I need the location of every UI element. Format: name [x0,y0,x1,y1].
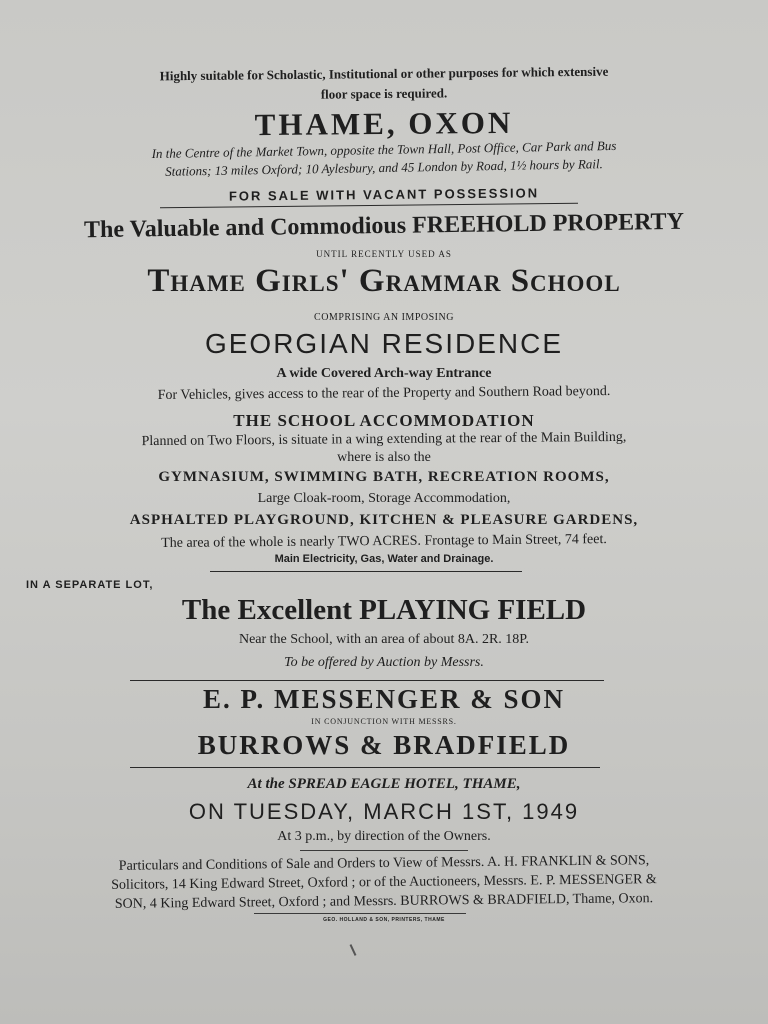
until-recently: UNTIL RECENTLY USED AS [316,249,452,259]
property-headline: The Valuable and Commodious FREEHOLD PROPERTY [83,208,685,244]
divider [210,571,522,572]
sale-time: At 3 p.m., by direction of the Owners. [277,829,491,844]
location-line-1: In the Centre of the Market Town, opposite the Town Hall, Post Office, Car Park and Bus [151,137,617,162]
printer-imprint: GEO. HOLLAND & SON, PRINTERS, THAME [323,917,445,923]
auctioneer-primary: E. P. MESSENGER & SON [202,684,566,714]
divider [300,850,468,851]
site-area: The area of the whole is nearly TWO ACRES. Frontage to Main Street, 74 feet. [161,532,607,551]
pencil-mark [350,944,357,956]
divider [130,767,600,768]
accommodation-heading: THE SCHOOL ACCOMMODATION [233,411,535,430]
divider [254,913,466,914]
particulars-line-3: SON, 4 King Edward Street, Oxford ; and Messrs. BURROWS & BRADFIELD, Thame, Oxon. [114,891,654,912]
for-sale-heading: FOR SALE WITH VACANT POSSESSION [228,185,540,204]
location-line-2: Stations; 13 miles Oxford; 10 Aylesbury, and 45 London by Road, 1½ hours by Rail. [165,156,603,179]
intro-line-1: Highly suitable for Scholastic, Institutional or other purposes for which extensive [159,63,609,84]
particulars-line-2: Solicitors, 14 King Edward Street, Oxford ; or of the Auctioneers, Messrs. E. P. MESSENGER & [111,872,657,893]
georgian-residence: GEORGIAN RESIDENCE [204,328,564,359]
sale-date: ON TUESDAY, MARCH 1ST, 1949 [188,799,580,824]
accommodation-line-2: where is also the [337,450,431,465]
playing-field-headline: The Excellent PLAYING FIELD [181,594,587,626]
playing-field-area: Near the School, with an area of about 8A. 2R. 18P. [238,632,530,647]
sale-venue: At the SPREAD EAGLE HOTEL, THAME, [247,776,521,792]
comprising-label: COMPRISING AN IMPOSING [314,312,454,323]
cloak-room: Large Cloak-room, Storage Accommodation, [257,491,511,506]
particulars-line-1: Particulars and Conditions of Sale and Orders to View of Messrs. A. H. FRANKLIN & SONS, [118,853,650,874]
intro-line-2: floor space is required. [320,85,448,102]
facilities-list: GYMNASIUM, SWIMMING BATH, RECREATION ROOMS, [158,469,610,485]
main-services: Main Electricity, Gas, Water and Drainage. [274,553,494,565]
conjunction-label: IN CONJUNCTION WITH MESSRS. [311,717,457,726]
accommodation-line-1: Planned on Two Floors, is situate in a wing extending at the rear of the Main Building, [141,429,627,450]
auctioneer-secondary: BURROWS & BRADFIELD [197,730,571,760]
page-title: THAME, OXON [254,104,514,143]
auction-notice: To be offered by Auction by Messrs. [284,655,484,670]
vehicles-access: For Vehicles, gives access to the rear of the Property and Southern Road beyond. [157,384,611,403]
divider [130,680,604,681]
separate-lot: IN A SEPARATE LOT, [26,579,154,591]
arch-entrance: A wide Covered Arch-way Entrance [276,366,492,381]
school-name: Thame Girls' Grammar School [147,263,621,299]
playground-gardens: ASPHALTED PLAYGROUND, KITCHEN & PLEASURE GARDENS, [129,512,639,528]
